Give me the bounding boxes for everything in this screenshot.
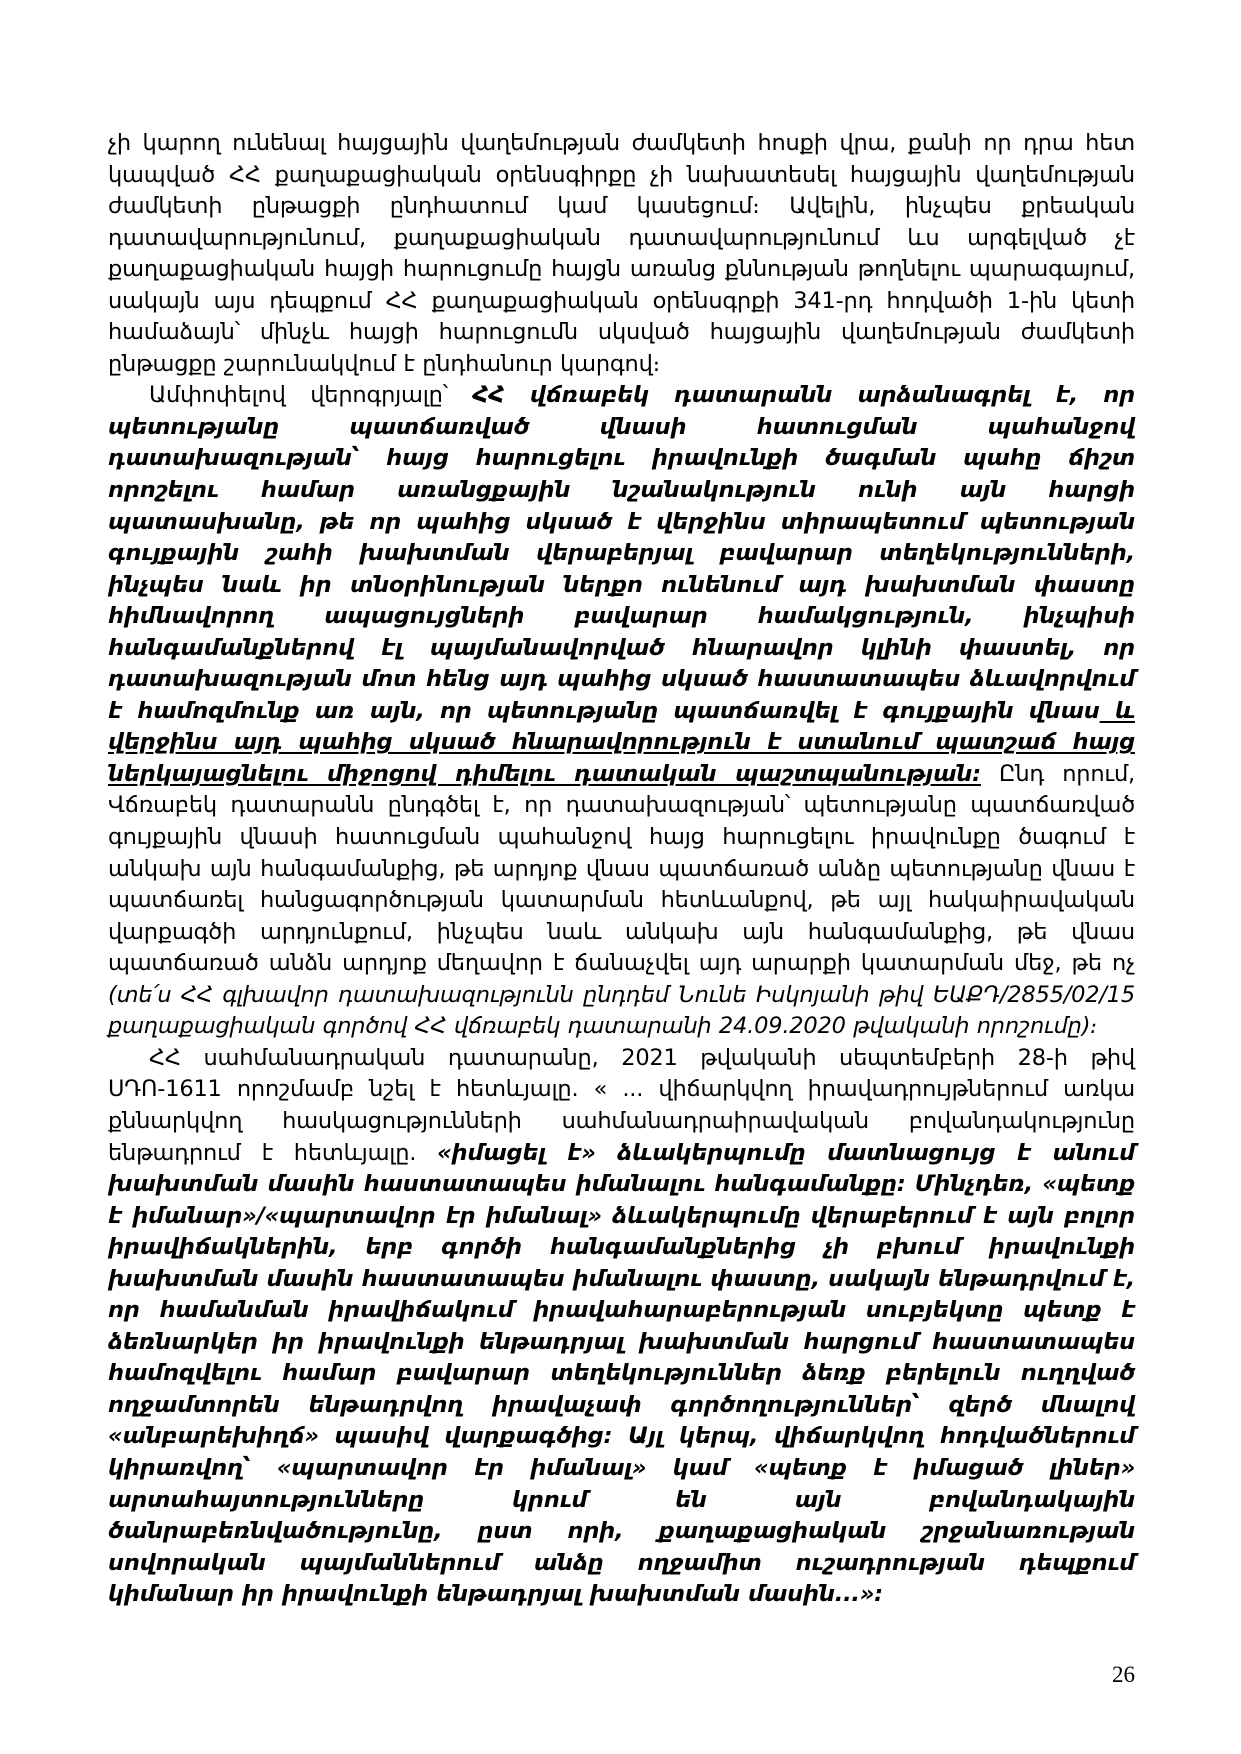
text-run-bold-italic-underline: և վերջինս այդ պահից սկսած հնարավորություն է ստանում պատշաճ հայց ներկայացնելու միջոցով դիմելու դատական պաշտպանության։ (108, 697, 1135, 787)
text-run-regular: ՀՀ սահմանադրական դատարանը, 2021 թվականի սեպտեմբերի 28-ի թիվ ՍԴՈ-1611 որոշմամբ նշել է հետևյալը. « ... վիճարկվող իրավադրույթներում առկա քննարկվող հասկացությունների սահմանադրաիրավական բովանդակությունը ենթադրում է հետևյալը. (108, 1044, 1135, 1166)
text-run-italic: (տե՛ս ՀՀ գլխավոր դատախազությունն ընդդեմ Նունե Իսկոյանի թիվ ԵԱՔԴ/2855/02/15 քաղաքացիական գործով ՀՀ վճռաբեկ դատարանի 24.09.2020 թվականի որոշումը)։ (108, 981, 1135, 1040)
document-body (108, 128, 1135, 1611)
paragraph (108, 1043, 1135, 1611)
text-run-regular: չի կարող ունենալ հայցային վաղեմության ժամկետի հոսքի վրա, քանի որ դրա հետ կապված ՀՀ քաղաքացիական օրենսգիրքը չի նախատեսել հայցային վաղեմության ժամկետի ընթացքի ընդհատում կամ կասեցում։ Ավելին, ինչպես քրեական դատավարությունում, քաղաքացիական դատավարությունում ևս արգելված չէ քաղաքացիական հայցի հարուցումը հայցն առանց քննության թողնելու պարագայում, սակայն այս դեպքում ՀՀ քաղաքացիական օրենսգրքի 341-րդ հոդվածի 1-ին կետի համաձայն՝ մինչև հայցի հարուցումն սկսված հայցային վաղեմության ժամկետի ընթացքը շարունակվում է ընդհանուր կարգով։ (108, 130, 1135, 377)
text-run-bold-italic: «իմացել է» ձևակերպումը մատնացույց է անում խախտման մասին հաստատապես իմանալու հանգամանքը։ Մինչդեռ, «պետք է իմանար»/«պարտավոր էր իմանալ» ձևակերպումը վերաբերում է այն բոլոր իրավիճակներին, երբ գործի հանգամանքներից չի բխում իրավունքի խախտման մասին հաստատապես իմանալու փաստը, սակայն ենթադրվում է, որ համանման իրավիճակում իրավահարաբերության սուբյեկտը պետք է ձեռնարկեր իր իրավունքի ենթադրյալ խախտման հարցում հաստատապես համոզվելու համար բավարար տեղեկություններ ձեռք բերելուն ուղղված ողջամտորեն ենթադրվող իրավաչափ գործողություններ՝ զերծ մնալով «անբարեխիղճ» պասիվ վարքագծից։ Այլ կերպ, վիճարկվող հոդվածներում կիրառվող՝ «պարտավոր էր իմանալ» կամ «պետք է իմացած լիներ» արտահայտությունները կրում են այն բովանդակային ծանրաբեռնվածությունը, ըստ որի, քաղաքացիական շրջանառության սովորական պայմաններում անձը ողջամիտ ուշադրության դեպքում կիմանար իր իրավունքի ենթադրյալ խախտման մասին...»։ (108, 1139, 1135, 1608)
page-number: 26 (1112, 1662, 1135, 1687)
paragraph (108, 128, 1135, 380)
paragraph (108, 380, 1135, 1042)
text-run-bold-italic: ՀՀ վճռաբեկ դատարանն արձանագրել է, որ պետությանը պատճառված վնասի հատուցման պահանջով դատախազության՝ հայց հարուցելու իրավունքի ծագման պահը ճիշտ որոշելու համար առանցքային նշանակություն ունի այն հարցի պատասխանը, թե որ պահից սկսած է վերջինս տիրապետում պետության գույքային շահի խախտման վերաբերյալ բավարար տեղեկությունների, ինչպես նաև իր տնօրինության ներքո ունենում այդ խախտման փաստը հիմնավորող ապացույցների բավարար համակցություն, ինչպիսի հանգամանքներով էլ պայմանավորված հնարավոր կլինի փաստել, որ դատախազության մոտ հենց այդ պահից սկսած հաստատապես ձևավորվում է համոզմունք առ այն, որ պետությանը պատճառվել է գույքային վնաս (108, 382, 1135, 724)
text-run-regular: Ընդ որում, Վճռաբեկ դատարանն ընդգծել է, որ դատախազության՝ պետությանը պատճառված գույքային վնասի հատուցման պահանջով հայց հարուցելու իրավունքը ծագում է անկախ այն հանգամանքից, թե արդյոք վնաս պատճառած անձը պետությանը վնաս է պատճառել հանցագործության կատարման հետևանքով, թե այլ հակաիրավական վարքագծի արդյունքում, ինչպես նաև անկախ այն հանգամանքից, թե վնաս պատճառած անձն արդյոք մեղավոր է ճանաչվել այդ արարքի կատարման մեջ, թե ոչ (108, 760, 1135, 977)
text-run-regular: Ամփոփելով վերոգրյալը՝ (149, 382, 473, 409)
